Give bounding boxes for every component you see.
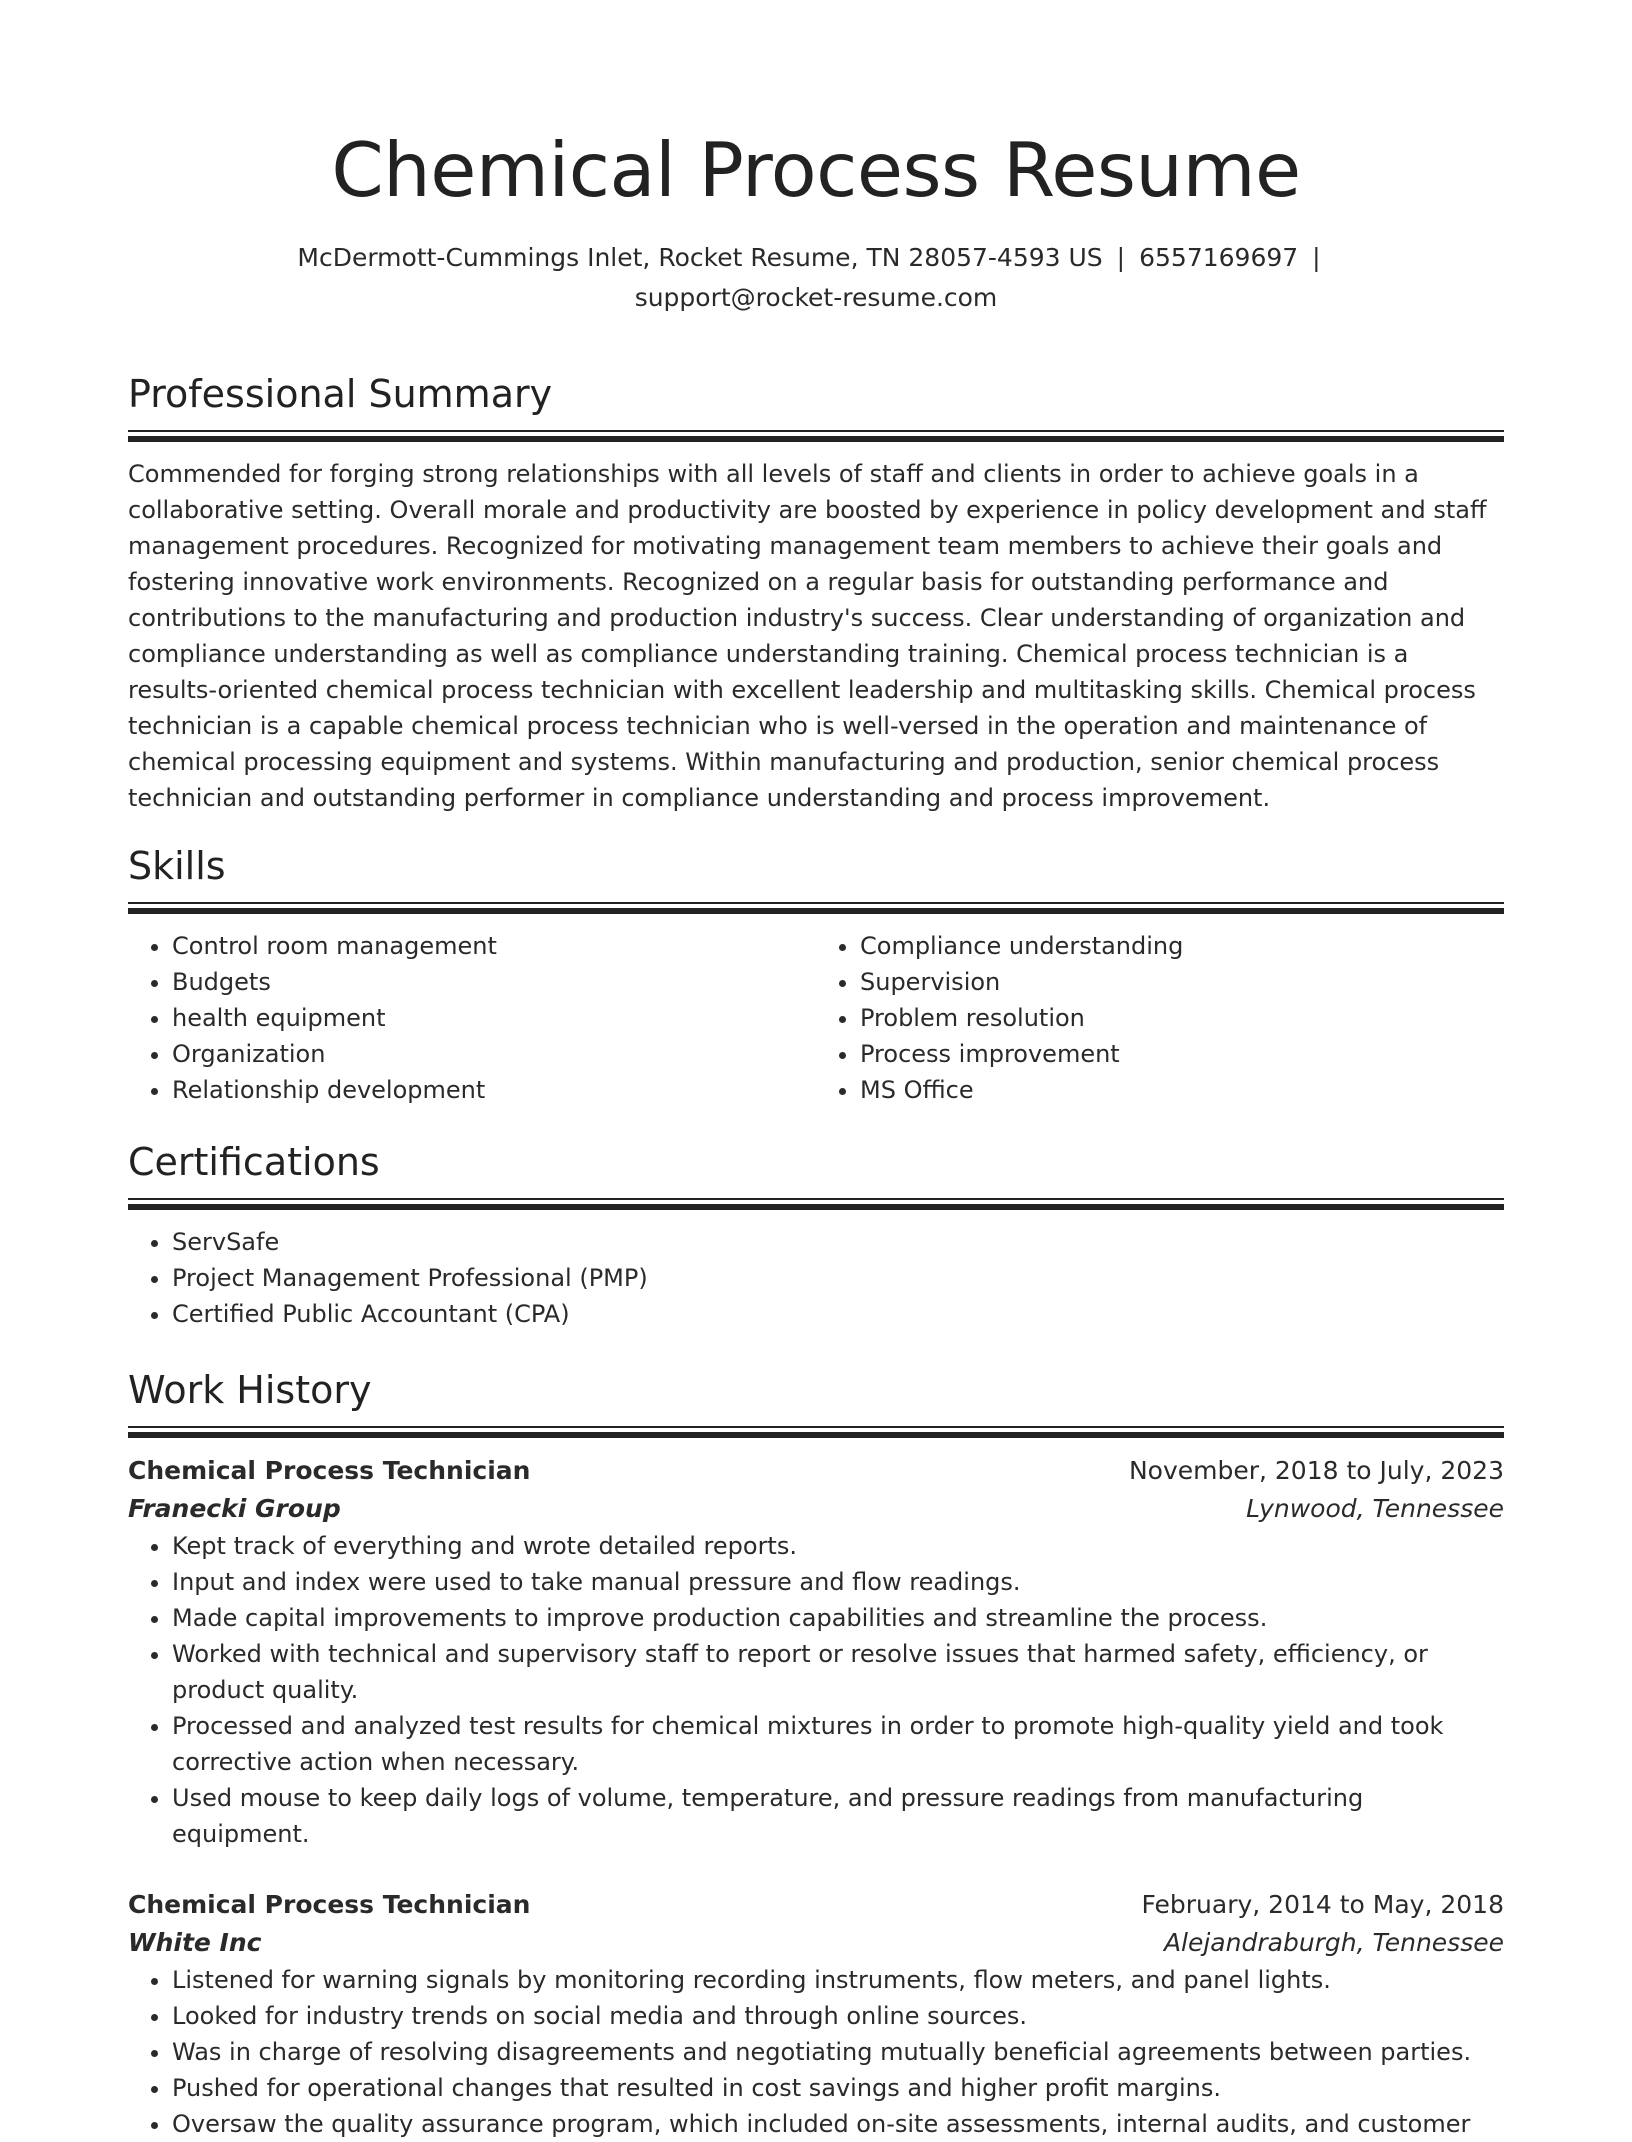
contact-info <box>128 238 1504 318</box>
phone: 6557169697 <box>1139 243 1299 272</box>
job-duty: • Used mouse to keep daily logs of volume, temperature, and pressure readings from manufacturing equipment. <box>172 1780 1504 1852</box>
contact-line-1 <box>128 238 1504 278</box>
skills-section <box>128 840 1504 1108</box>
skill-item: • health equipment <box>172 1000 816 1036</box>
skill-item: • Control room management <box>172 928 816 964</box>
job-duty: • Worked with technical and supervisory staff to report or resolve issues that harmed safety, efficiency, or product quality. <box>172 1636 1504 1708</box>
job-dates: February, 2014 to May, 2018 <box>1141 1890 1504 1919</box>
job-duty: • Input and index were used to take manual pressure and flow readings. <box>172 1564 1504 1600</box>
job-entry <box>128 1886 1504 2142</box>
separator: | <box>1312 243 1321 272</box>
skill-item: • Budgets <box>172 964 816 1000</box>
skill-item: • Organization <box>172 1036 816 1072</box>
section-heading-skills: Skills <box>128 844 226 888</box>
skill-item: • Process improvement <box>860 1036 1504 1072</box>
job-entry <box>128 1452 1504 1852</box>
section-divider <box>128 1426 1504 1438</box>
section-heading-certifications: Certifications <box>128 1140 380 1184</box>
skills-list-left <box>128 928 816 1108</box>
job-subheader <box>128 1490 1504 1528</box>
job-title: Chemical Process Technician <box>128 1456 531 1485</box>
skill-item: • Problem resolution <box>860 1000 1504 1036</box>
job-duty: • Looked for industry trends on social media and through online sources. <box>172 1998 1504 2034</box>
job-duty: • Kept track of everything and wrote detailed reports. <box>172 1528 1504 1564</box>
summary-section <box>128 368 1504 816</box>
job-company: Franecki Group <box>128 1494 341 1523</box>
address: McDermott-Cummings Inlet, Rocket Resume, TN 28057-4593 US <box>297 243 1103 272</box>
work-history-section <box>128 1364 1504 2142</box>
skills-list-right <box>816 928 1504 1108</box>
job-duty: • Made capital improvements to improve production capabilities and streamline the process. <box>172 1600 1504 1636</box>
job-dates: November, 2018 to July, 2023 <box>1128 1456 1504 1485</box>
job-title: Chemical Process Technician <box>128 1890 531 1919</box>
section-heading-summary: Professional Summary <box>128 372 553 416</box>
section-divider <box>128 1198 1504 1210</box>
job-duty: • Oversaw the quality assurance program, which included on-site assessments, internal audits, and customer <box>172 2106 1504 2142</box>
job-subheader <box>128 1924 1504 1962</box>
certification-item: • Certified Public Accountant (CPA) <box>172 1296 1504 1332</box>
job-company: White Inc <box>128 1928 262 1957</box>
skills-grid <box>128 928 1504 1108</box>
job-duty: • Processed and analyzed test results for chemical mixtures in order to promote high-quality yield and took corrective action when necessary. <box>172 1708 1504 1780</box>
certifications-list <box>128 1224 1504 1332</box>
section-divider <box>128 430 1504 442</box>
resume-title: Chemical Process Resume <box>331 126 1301 214</box>
skill-item: • Compliance understanding <box>860 928 1504 964</box>
job-duty: • Listened for warning signals by monitoring recording instruments, flow meters, and panel lights. <box>172 1962 1504 1998</box>
skill-item: • Relationship development <box>172 1072 816 1108</box>
job-duty: • Was in charge of resolving disagreements and negotiating mutually beneficial agreements between parties. <box>172 2034 1504 2070</box>
separator: | <box>1116 243 1126 272</box>
section-heading-work-history: Work History <box>128 1368 372 1412</box>
job-duty: • Pushed for operational changes that resulted in cost savings and higher profit margins. <box>172 2070 1504 2106</box>
job-duties <box>128 1528 1504 1852</box>
job-header <box>128 1886 1504 1924</box>
certification-item: • ServSafe <box>172 1224 1504 1260</box>
skill-item: • Supervision <box>860 964 1504 1000</box>
job-header <box>128 1452 1504 1490</box>
job-location: Alejandraburgh, Tennessee <box>1163 1928 1504 1957</box>
contact-line-2 <box>128 278 1504 318</box>
section-divider <box>128 902 1504 914</box>
certification-item: • Project Management Professional (PMP) <box>172 1260 1504 1296</box>
resume-page <box>128 0 1504 2142</box>
summary-text: Commended for forging strong relationships with all levels of staff and clients in order to achieve goals in a collaborative setting. Overall morale and productivity are boosted by experience in policy development and staff management procedures. Recognized for motivating management team members to achieve their goals and fostering innovative work environments. Recognized on a regular basis for outstanding performance and contributions to the manufacturing and production industry's success. Clear understanding of organization and compliance understanding as well as compliance understanding training. Chemical process technician is a results-oriented chemical process technician with excellent leadership and multitasking skills. Chemical process technician is a capable chemical process technician who is well-versed in the operation and maintenance of chemical processing equipment and systems. Within manufacturing and production, senior chemical process technician and outstanding performer in compliance understanding and process improvement. <box>128 460 1487 812</box>
certifications-section <box>128 1136 1504 1332</box>
job-location: Lynwood, Tennessee <box>1246 1494 1504 1523</box>
email[interactable]: support@rocket-resume.com <box>634 283 998 312</box>
job-duties <box>128 1962 1504 2142</box>
skill-item: • MS Office <box>860 1072 1504 1108</box>
